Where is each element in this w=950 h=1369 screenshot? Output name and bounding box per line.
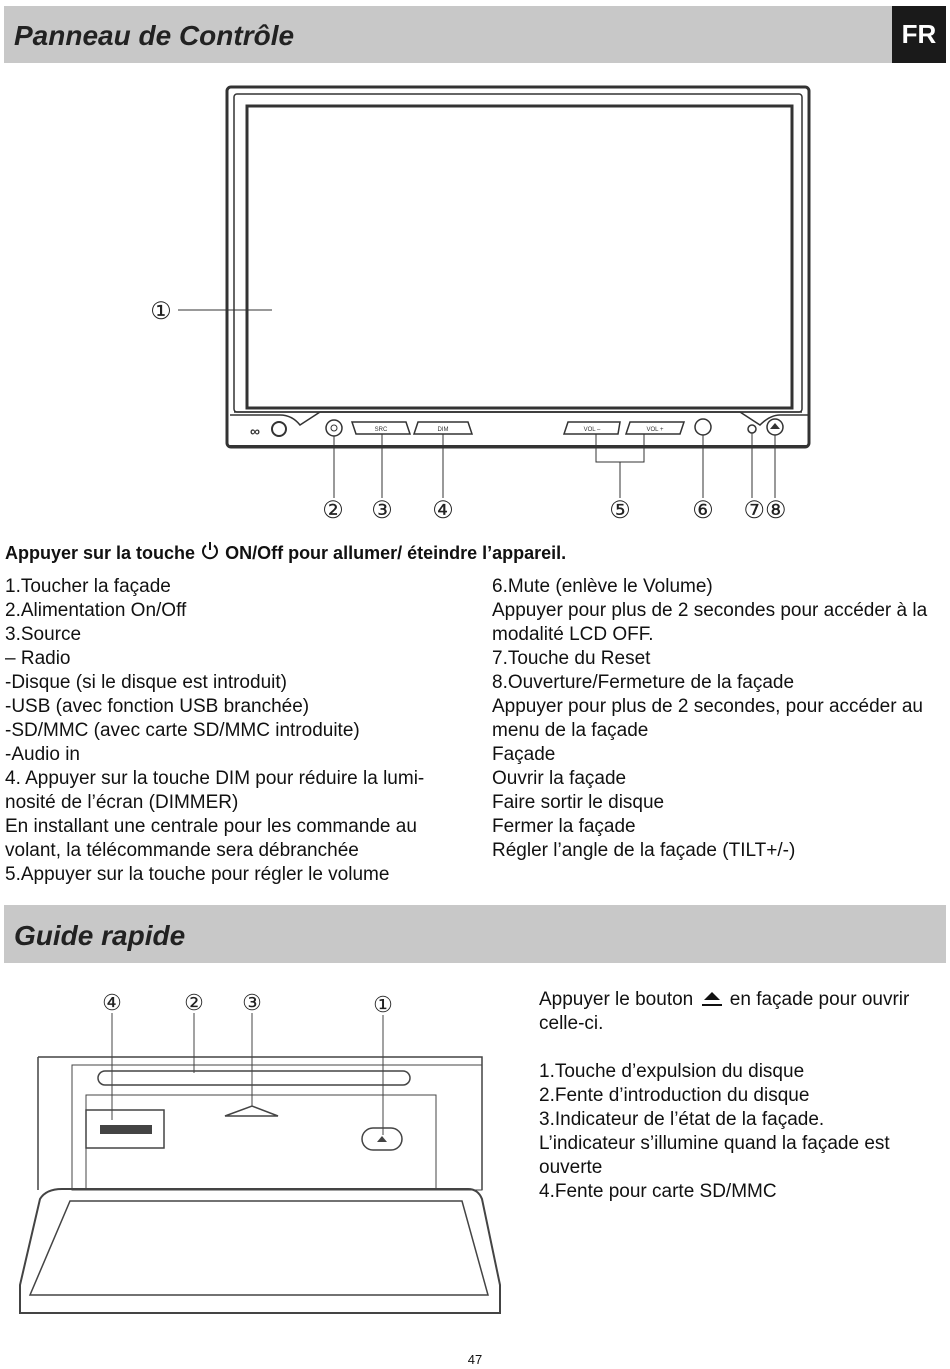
list-item: 4.Fente pour carte SD/MMC [539,1181,777,1202]
list-item: Ouvrir la façade [492,768,627,789]
list-item: Faire sortir le disque [492,792,665,813]
reset-button [748,425,756,433]
quick-guide-title: Guide rapide [14,920,186,951]
list-item: Façade [492,744,556,765]
brand-logo: ∞ [250,423,260,439]
qg-callout-3: ③ [242,990,262,1015]
button-strip-outline [230,412,808,425]
power-instruction-suffix: ON/Off pour allumer/ éteindre l’appareil. [225,543,567,563]
callout-1: ① [150,298,172,325]
list-item: En installant une centrale pour les commande au [5,816,417,837]
list-item: 1.Touche d’expulsion du disque [539,1061,805,1082]
callout-7-8: ⑦⑧ [743,497,787,524]
mic-hole [272,422,286,436]
list-item: 8.Ouverture/Fermeture de la façade [492,672,795,693]
right-column [492,575,927,863]
qg-callout-4: ④ [102,990,122,1015]
callout-4: ④ [432,497,454,524]
list-item: – Radio [5,648,71,669]
quick-guide-intro [539,988,909,1012]
quick-guide-text [539,988,909,1204]
vol-minus-label: VOL – [583,427,601,433]
list-item: 2.Alimentation On/Off [5,600,187,621]
list-item: menu de la façade [492,720,649,741]
list-item: -Disque (si le disque est introduit) [5,672,287,693]
list-item: -USB (avec fonction USB branchée) [5,696,310,717]
panel-inner-frame [234,94,802,412]
power-button [326,420,342,436]
list-item: volant, la télécommande sera débranchée [5,840,359,861]
list-item: 5.Appuyer sur la touche pour régler le volume [5,864,390,885]
intro-suffix: en façade pour ouvrir [729,989,910,1010]
vol-plus-label: VOL + [646,427,664,433]
left-column [5,575,424,887]
open-faceplate-diagram [0,985,530,1345]
list-item: Appuyer pour plus de 2 secondes, pour accéder au [492,696,923,717]
list-item: 1.Toucher la façade [5,576,171,597]
power-instruction-prefix: Appuyer sur la touche [5,543,196,563]
power-icon [200,541,220,561]
chassis-outline [38,1057,482,1190]
list-item: Appuyer pour plus de 2 secondes pour accéder à la [492,600,928,621]
panel-outer-frame [227,87,809,447]
status-indicator [225,1106,278,1116]
list-item: Régler l’angle de la façade (TILT+/-) [492,840,796,861]
front-panel-diagram [0,70,950,530]
list-item: 6.Mute (enlève le Volume) [492,576,713,597]
qg-callout-2: ② [184,990,204,1015]
list-item: -Audio in [5,744,80,765]
intro-prefix: Appuyer le bouton [539,989,694,1010]
intro-line-2: celle-ci. [539,1013,604,1034]
list-item: 4. Appuyer sur la touche DIM pour réduire la lumi- [5,768,425,789]
disc-slot [98,1071,410,1085]
page-number: 47 [467,1352,483,1367]
callout-6: ⑥ [692,497,714,524]
touch-screen [247,106,792,408]
list-item: 7.Touche du Reset [492,648,651,669]
eject-icon [699,988,725,1008]
list-item: L’indicateur s’illumine quand la façade est [539,1133,890,1154]
list-item: -SD/MMC (avec carte SD/MMC introduite) [5,720,360,741]
src-button-label: SRC [374,427,388,433]
list-item: Fermer la façade [492,816,636,837]
list-item: ouverte [539,1157,603,1178]
callout-3: ③ [371,497,393,524]
list-item: nosité de l’écran (DIMMER) [5,792,239,813]
list-item: 2.Fente d’introduction du disque [539,1085,810,1106]
dim-button-label: DIM [437,427,449,433]
callout-5: ⑤ [609,497,631,524]
list-item: 3.Indicateur de l’état de la façade. [539,1109,825,1130]
language-tag: FR [892,6,946,63]
list-item: modalité LCD OFF. [492,624,654,645]
power-instruction [5,541,566,564]
page-title: Panneau de Contrôle [14,20,295,51]
mute-button [695,419,711,435]
list-item: 3.Source [5,624,82,645]
qg-callout-1: ① [373,992,393,1017]
callout-2: ② [322,497,344,524]
